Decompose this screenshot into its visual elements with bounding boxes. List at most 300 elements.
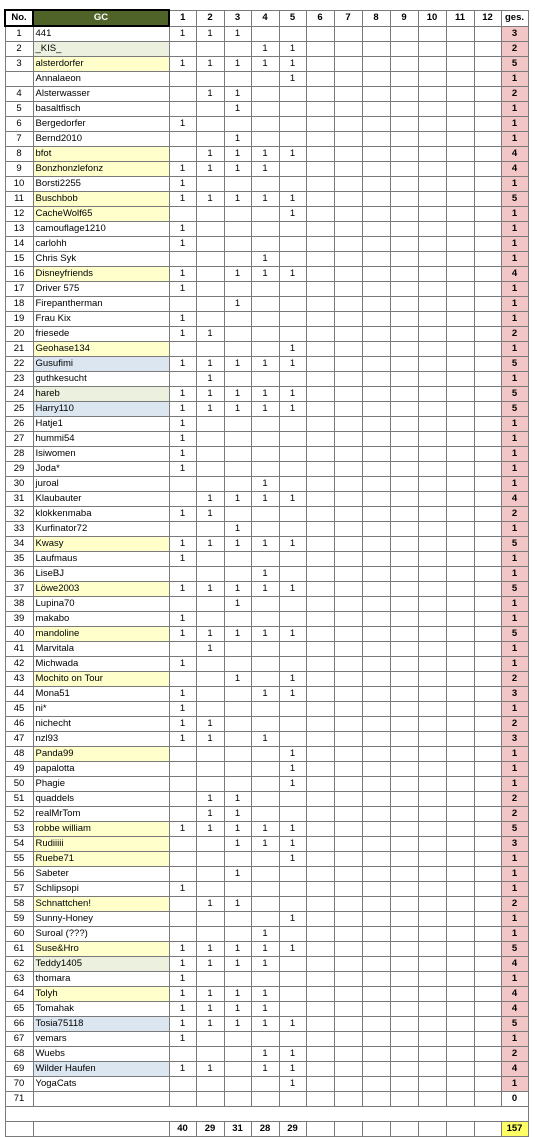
event-cell <box>474 177 501 192</box>
event-cell <box>224 612 251 627</box>
gc-name: Panda99 <box>33 747 169 762</box>
event-cell <box>306 867 334 882</box>
event-cell <box>418 822 446 837</box>
event-cell <box>446 327 474 342</box>
event-cell: 1 <box>224 537 251 552</box>
row-total: 2 <box>501 327 528 342</box>
event-cell: 1 <box>169 462 196 477</box>
event-cell <box>446 207 474 222</box>
event-cell <box>251 102 279 117</box>
event-cell <box>474 72 501 87</box>
event-cell: 1 <box>169 1002 196 1017</box>
event-cell <box>474 867 501 882</box>
header-col: 9 <box>390 10 418 26</box>
event-cell <box>446 957 474 972</box>
table-row <box>5 657 528 672</box>
event-cell <box>334 222 362 237</box>
event-cell <box>251 1092 279 1107</box>
gc-name: Alsterwasser <box>33 87 169 102</box>
table-row <box>5 477 528 492</box>
event-cell <box>196 222 224 237</box>
event-cell <box>362 282 390 297</box>
event-cell <box>251 1032 279 1047</box>
event-cell <box>334 717 362 732</box>
event-cell <box>279 732 306 747</box>
event-cell <box>418 672 446 687</box>
event-cell: 1 <box>169 162 196 177</box>
row-total: 3 <box>501 687 528 702</box>
event-cell <box>306 912 334 927</box>
event-cell <box>418 687 446 702</box>
event-cell <box>390 147 418 162</box>
event-cell <box>196 912 224 927</box>
row-total: 1 <box>501 927 528 942</box>
table-row <box>5 87 528 102</box>
event-cell <box>474 792 501 807</box>
event-cell <box>306 537 334 552</box>
event-cell <box>474 192 501 207</box>
event-cell <box>306 552 334 567</box>
event-cell <box>306 777 334 792</box>
event-cell <box>224 657 251 672</box>
event-cell <box>390 26 418 42</box>
row-total: 1 <box>501 762 528 777</box>
event-cell <box>306 1062 334 1077</box>
event-cell: 1 <box>279 207 306 222</box>
event-cell <box>169 672 196 687</box>
event-cell <box>474 552 501 567</box>
gc-name: Klaubauter <box>33 492 169 507</box>
row-number: 15 <box>5 252 33 267</box>
table-row <box>5 807 528 822</box>
gc-name: Kurfinator72 <box>33 522 169 537</box>
event-cell <box>390 567 418 582</box>
event-cell <box>390 777 418 792</box>
event-cell <box>390 852 418 867</box>
event-cell <box>306 702 334 717</box>
event-cell <box>251 282 279 297</box>
header-col: 6 <box>306 10 334 26</box>
event-cell <box>474 162 501 177</box>
event-cell <box>390 312 418 327</box>
event-cell <box>418 762 446 777</box>
event-cell <box>362 132 390 147</box>
event-cell <box>390 177 418 192</box>
table-row <box>5 387 528 402</box>
event-cell: 1 <box>169 732 196 747</box>
table-row <box>5 1062 528 1077</box>
event-cell <box>306 417 334 432</box>
event-cell <box>418 1047 446 1062</box>
totals-spacer <box>33 1122 169 1137</box>
event-cell <box>169 1047 196 1062</box>
row-total: 5 <box>501 357 528 372</box>
event-cell: 1 <box>196 57 224 72</box>
event-cell <box>306 762 334 777</box>
row-total: 5 <box>501 192 528 207</box>
event-cell <box>251 117 279 132</box>
event-cell <box>334 432 362 447</box>
row-total: 1 <box>501 372 528 387</box>
event-cell <box>418 792 446 807</box>
event-cell <box>306 852 334 867</box>
row-total: 1 <box>501 867 528 882</box>
table-row <box>5 687 528 702</box>
event-cell: 1 <box>251 537 279 552</box>
event-cell <box>418 597 446 612</box>
row-number: 35 <box>5 552 33 567</box>
row-total: 1 <box>501 852 528 867</box>
event-cell: 1 <box>169 957 196 972</box>
row-number: 64 <box>5 987 33 1002</box>
col-total <box>418 1122 446 1137</box>
row-total: 1 <box>501 102 528 117</box>
row-total: 3 <box>501 837 528 852</box>
event-cell <box>390 762 418 777</box>
event-cell <box>224 567 251 582</box>
event-cell <box>224 237 251 252</box>
event-cell <box>224 852 251 867</box>
event-cell <box>446 837 474 852</box>
event-cell <box>418 702 446 717</box>
event-cell <box>251 447 279 462</box>
row-total: 5 <box>501 402 528 417</box>
event-cell <box>362 192 390 207</box>
header-total: ges. <box>501 10 528 26</box>
gc-name: mandoline <box>33 627 169 642</box>
event-cell <box>390 942 418 957</box>
event-cell <box>362 867 390 882</box>
event-cell <box>446 477 474 492</box>
event-cell <box>224 342 251 357</box>
event-cell <box>169 132 196 147</box>
row-number: 4 <box>5 87 33 102</box>
gc-name: Löwe2003 <box>33 582 169 597</box>
row-number: 68 <box>5 1047 33 1062</box>
event-cell <box>224 252 251 267</box>
event-cell: 1 <box>196 387 224 402</box>
table-row <box>5 507 528 522</box>
event-cell <box>251 237 279 252</box>
event-cell <box>224 42 251 57</box>
event-cell <box>390 207 418 222</box>
event-cell: 1 <box>251 732 279 747</box>
event-cell <box>474 237 501 252</box>
event-cell <box>169 897 196 912</box>
event-cell: 1 <box>169 942 196 957</box>
row-number: 40 <box>5 627 33 642</box>
event-cell <box>334 582 362 597</box>
event-cell <box>224 972 251 987</box>
event-cell: 1 <box>279 357 306 372</box>
event-cell <box>279 312 306 327</box>
event-cell: 1 <box>169 1017 196 1032</box>
event-cell: 1 <box>169 177 196 192</box>
event-cell: 1 <box>279 687 306 702</box>
event-cell <box>306 717 334 732</box>
event-cell: 1 <box>279 747 306 762</box>
event-cell <box>251 702 279 717</box>
event-cell <box>362 237 390 252</box>
event-cell: 1 <box>279 1047 306 1062</box>
table-row <box>5 402 528 417</box>
table-row <box>5 1077 528 1092</box>
event-cell <box>251 642 279 657</box>
event-cell <box>334 912 362 927</box>
event-cell <box>251 132 279 147</box>
table-row <box>5 297 528 312</box>
event-cell <box>390 327 418 342</box>
row-number: 32 <box>5 507 33 522</box>
event-cell <box>446 762 474 777</box>
event-cell <box>306 342 334 357</box>
event-cell: 1 <box>279 777 306 792</box>
event-cell: 1 <box>169 882 196 897</box>
event-cell <box>306 972 334 987</box>
event-cell: 1 <box>279 72 306 87</box>
event-cell <box>306 312 334 327</box>
event-cell: 1 <box>169 717 196 732</box>
event-cell <box>390 102 418 117</box>
event-cell <box>362 762 390 777</box>
event-cell: 1 <box>224 822 251 837</box>
event-cell <box>362 522 390 537</box>
event-cell <box>418 102 446 117</box>
event-cell <box>334 1017 362 1032</box>
event-cell <box>362 387 390 402</box>
event-cell <box>446 657 474 672</box>
row-total: 1 <box>501 567 528 582</box>
row-total: 1 <box>501 597 528 612</box>
event-cell <box>446 552 474 567</box>
event-cell <box>418 117 446 132</box>
event-cell <box>279 87 306 102</box>
event-cell <box>169 912 196 927</box>
event-cell <box>362 267 390 282</box>
event-cell <box>362 177 390 192</box>
event-cell <box>224 447 251 462</box>
gc-name: bfot <box>33 147 169 162</box>
event-cell <box>306 207 334 222</box>
event-cell <box>334 357 362 372</box>
row-number: 52 <box>5 807 33 822</box>
event-cell <box>334 687 362 702</box>
event-cell <box>251 207 279 222</box>
event-cell: 1 <box>251 1017 279 1032</box>
event-cell <box>418 627 446 642</box>
event-cell <box>334 552 362 567</box>
event-cell <box>251 462 279 477</box>
event-cell <box>334 567 362 582</box>
event-cell <box>418 432 446 447</box>
event-cell <box>334 702 362 717</box>
event-cell <box>196 852 224 867</box>
event-cell <box>418 492 446 507</box>
event-cell: 1 <box>196 942 224 957</box>
row-total: 1 <box>501 972 528 987</box>
event-cell <box>362 582 390 597</box>
row-total: 1 <box>501 1032 528 1047</box>
gc-name: Hatje1 <box>33 417 169 432</box>
event-cell <box>474 912 501 927</box>
event-cell <box>224 1032 251 1047</box>
row-total: 1 <box>501 747 528 762</box>
event-cell <box>474 537 501 552</box>
table-row <box>5 957 528 972</box>
event-cell: 1 <box>196 402 224 417</box>
event-cell <box>306 462 334 477</box>
event-cell: 1 <box>169 357 196 372</box>
table-row <box>5 597 528 612</box>
event-cell <box>334 672 362 687</box>
event-cell <box>196 777 224 792</box>
event-cell <box>362 222 390 237</box>
event-cell <box>334 492 362 507</box>
table-row <box>5 177 528 192</box>
event-cell <box>390 417 418 432</box>
row-number: 62 <box>5 957 33 972</box>
gc-name: Bonzhonzlefonz <box>33 162 169 177</box>
event-cell <box>418 1032 446 1047</box>
event-cell <box>334 387 362 402</box>
row-total: 4 <box>501 957 528 972</box>
event-cell <box>390 387 418 402</box>
event-cell <box>279 867 306 882</box>
event-cell <box>446 507 474 522</box>
event-cell <box>306 567 334 582</box>
event-cell <box>446 402 474 417</box>
gc-name: basaltfisch <box>33 102 169 117</box>
table-row <box>5 612 528 627</box>
event-cell <box>196 972 224 987</box>
event-cell <box>306 882 334 897</box>
table-row <box>5 102 528 117</box>
event-cell <box>279 282 306 297</box>
event-cell <box>362 87 390 102</box>
col-total <box>362 1122 390 1137</box>
event-cell <box>474 492 501 507</box>
event-cell <box>306 822 334 837</box>
event-cell <box>169 522 196 537</box>
row-total: 1 <box>501 417 528 432</box>
event-cell: 1 <box>279 1062 306 1077</box>
event-cell <box>362 597 390 612</box>
gc-name: friesede <box>33 327 169 342</box>
gc-name: carlohh <box>33 237 169 252</box>
table-row <box>5 627 528 642</box>
gc-name: Disneyfriends <box>33 267 169 282</box>
event-cell <box>390 867 418 882</box>
event-cell <box>279 222 306 237</box>
event-cell <box>306 402 334 417</box>
event-cell <box>474 1092 501 1107</box>
row-total: 3 <box>501 26 528 42</box>
event-cell: 1 <box>169 402 196 417</box>
event-cell <box>474 1017 501 1032</box>
event-cell <box>474 432 501 447</box>
event-cell <box>390 132 418 147</box>
event-cell <box>196 252 224 267</box>
event-cell <box>334 282 362 297</box>
event-cell <box>474 327 501 342</box>
event-cell <box>418 882 446 897</box>
gc-name: Buschbob <box>33 192 169 207</box>
event-cell <box>306 72 334 87</box>
event-cell <box>474 402 501 417</box>
event-cell <box>474 1077 501 1092</box>
event-cell <box>362 42 390 57</box>
event-cell <box>446 237 474 252</box>
event-cell <box>446 867 474 882</box>
event-cell <box>196 837 224 852</box>
event-cell <box>474 342 501 357</box>
event-cell <box>474 447 501 462</box>
event-cell: 1 <box>251 567 279 582</box>
event-cell <box>306 357 334 372</box>
header-col: 4 <box>251 10 279 26</box>
table-row <box>5 897 528 912</box>
event-cell <box>169 867 196 882</box>
event-cell <box>196 612 224 627</box>
event-cell <box>196 762 224 777</box>
event-cell <box>306 237 334 252</box>
event-cell <box>362 792 390 807</box>
event-cell <box>446 312 474 327</box>
event-cell <box>362 942 390 957</box>
table-row <box>5 717 528 732</box>
table-row <box>5 852 528 867</box>
event-cell <box>279 417 306 432</box>
event-cell <box>169 372 196 387</box>
row-total: 1 <box>501 657 528 672</box>
event-cell <box>279 552 306 567</box>
event-cell <box>446 1062 474 1077</box>
event-cell: 1 <box>251 1062 279 1077</box>
event-cell: 1 <box>224 26 251 42</box>
event-cell <box>334 972 362 987</box>
table-row <box>5 702 528 717</box>
event-cell <box>362 447 390 462</box>
row-number: 58 <box>5 897 33 912</box>
row-number: 49 <box>5 762 33 777</box>
event-cell <box>169 852 196 867</box>
event-cell <box>306 177 334 192</box>
event-cell <box>446 282 474 297</box>
event-cell <box>390 537 418 552</box>
event-cell <box>362 342 390 357</box>
event-cell <box>306 26 334 42</box>
col-total: 29 <box>196 1122 224 1137</box>
event-cell: 1 <box>169 537 196 552</box>
event-cell <box>196 552 224 567</box>
event-cell <box>474 1047 501 1062</box>
event-cell <box>418 747 446 762</box>
event-cell <box>224 642 251 657</box>
event-cell <box>474 507 501 522</box>
row-total: 1 <box>501 777 528 792</box>
event-cell: 1 <box>196 987 224 1002</box>
event-cell <box>390 57 418 72</box>
event-cell <box>362 462 390 477</box>
table-row <box>5 552 528 567</box>
event-cell <box>390 87 418 102</box>
row-number: 19 <box>5 312 33 327</box>
gc-name: papalotta <box>33 762 169 777</box>
gc-name: Teddy1405 <box>33 957 169 972</box>
event-cell <box>418 192 446 207</box>
event-cell <box>390 1047 418 1062</box>
header-col: 5 <box>279 10 306 26</box>
